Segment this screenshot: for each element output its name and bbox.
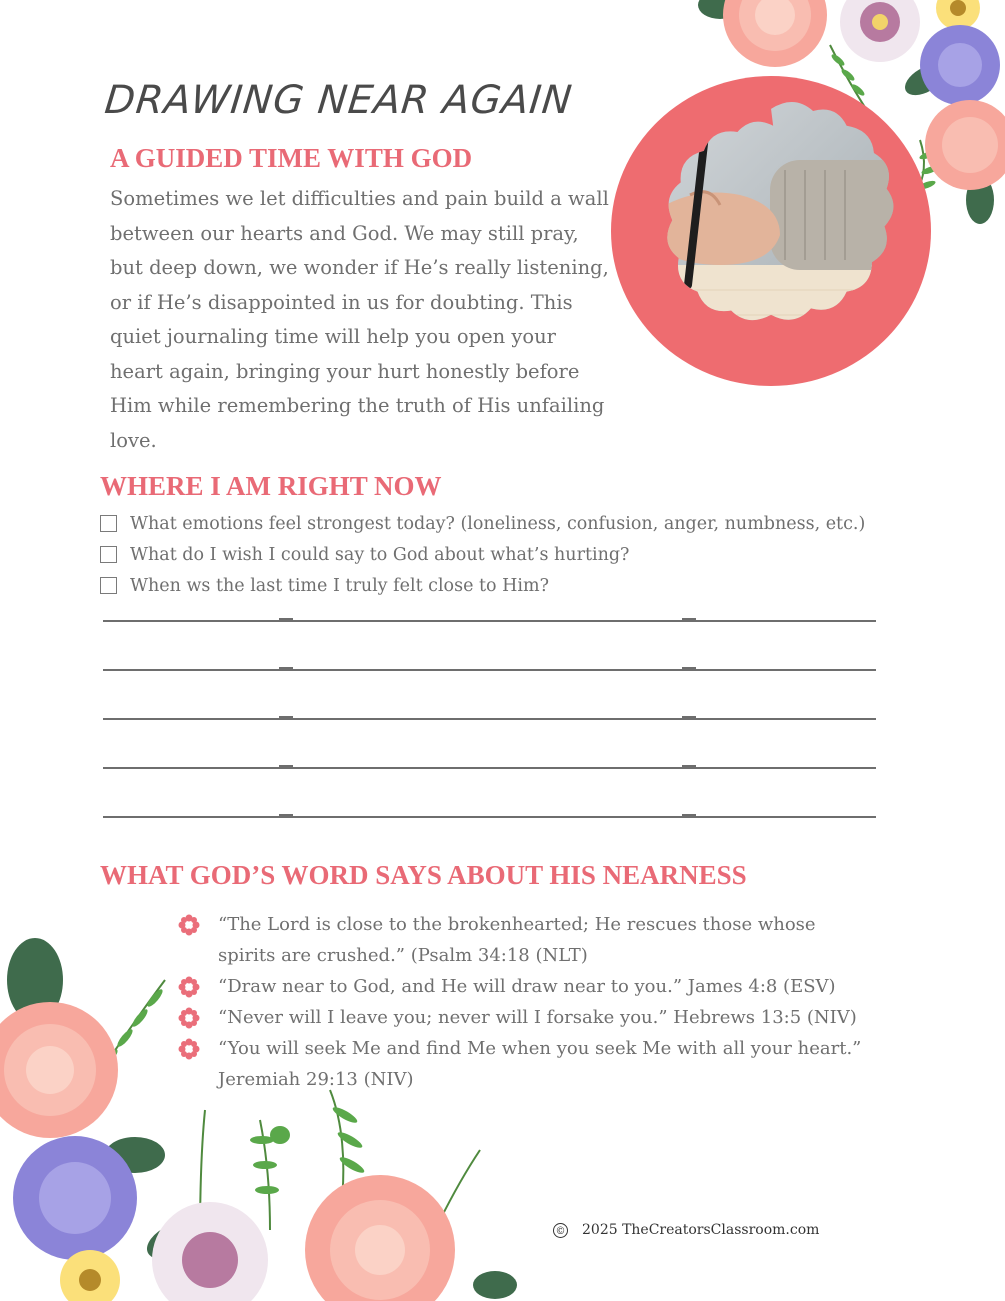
flower-bullet-icon — [178, 976, 200, 998]
footer-text: 2025 TheCreatorsClassroom.com — [582, 1222, 820, 1238]
prompt-item — [100, 539, 920, 570]
writing-line[interactable] — [103, 718, 876, 720]
prompt-item — [100, 570, 920, 601]
reflection-prompts — [100, 508, 920, 601]
scripture-item — [178, 1002, 878, 1033]
copyright-icon: © — [553, 1223, 568, 1238]
prompt-text: What do I wish I could say to God about what’s hurting? — [130, 544, 630, 565]
scripture-item — [178, 1033, 878, 1095]
section-heading-gods-word: WHAT GOD’S WORD SAYS ABOUT HIS NEARNESS — [100, 860, 747, 890]
section-heading-where-i-am: WHERE I AM RIGHT NOW — [100, 471, 442, 501]
writing-line[interactable] — [103, 767, 876, 769]
scripture-text: “Draw near to God, and He will draw near to you.” James 4:8 (ESV) — [218, 976, 836, 997]
writing-line[interactable] — [103, 816, 876, 818]
journal-writing-lines — [103, 620, 876, 865]
flower-bullet-icon — [178, 914, 200, 936]
scripture-text: “You will seek Me and find Me when you seek Me with all your heart.” Jeremiah 29:13 (NIV) — [218, 1038, 862, 1090]
scripture-text: “The Lord is close to the brokenhearted; He rescues those whose spirits are crushed.” (Psalm 34:18 (NLT) — [218, 914, 816, 966]
page-title: DRAWING NEAR AGAIN — [102, 78, 575, 123]
page-subtitle: A GUIDED TIME WITH GOD — [110, 143, 473, 173]
scripture-item — [178, 971, 878, 1002]
journaling-photo — [610, 75, 932, 387]
prompt-text: What emotions feel strongest today? (loneliness, confusion, anger, numbness, etc.) — [130, 513, 866, 534]
scripture-item — [178, 909, 878, 971]
intro-paragraph: Sometimes we let difficulties and pain build a wall between our hearts and God. We may still pray, but deep down, we wonder if He’s really listening, or if He’s disappointed in us for doubting. This quiet journaling time will help you open your heart again, bringing your hurt honestly before Him while remembering the truth of His unfailing love. — [110, 187, 609, 452]
checkbox-icon[interactable] — [100, 515, 117, 532]
scripture-list — [178, 909, 878, 1095]
flower-bullet-icon — [178, 1038, 200, 1060]
writing-line[interactable] — [103, 620, 876, 622]
checkbox-icon[interactable] — [100, 546, 117, 563]
footer-copyright — [553, 1222, 819, 1238]
prompt-item — [100, 508, 920, 539]
prompt-text: When ws the last time I truly felt close to Him? — [130, 575, 549, 596]
flower-bullet-icon — [178, 1007, 200, 1029]
scripture-text: “Never will I leave you; never will I forsake you.” Hebrews 13:5 (NIV) — [218, 1007, 857, 1028]
checkbox-icon[interactable] — [100, 577, 117, 594]
writing-line[interactable] — [103, 669, 876, 671]
